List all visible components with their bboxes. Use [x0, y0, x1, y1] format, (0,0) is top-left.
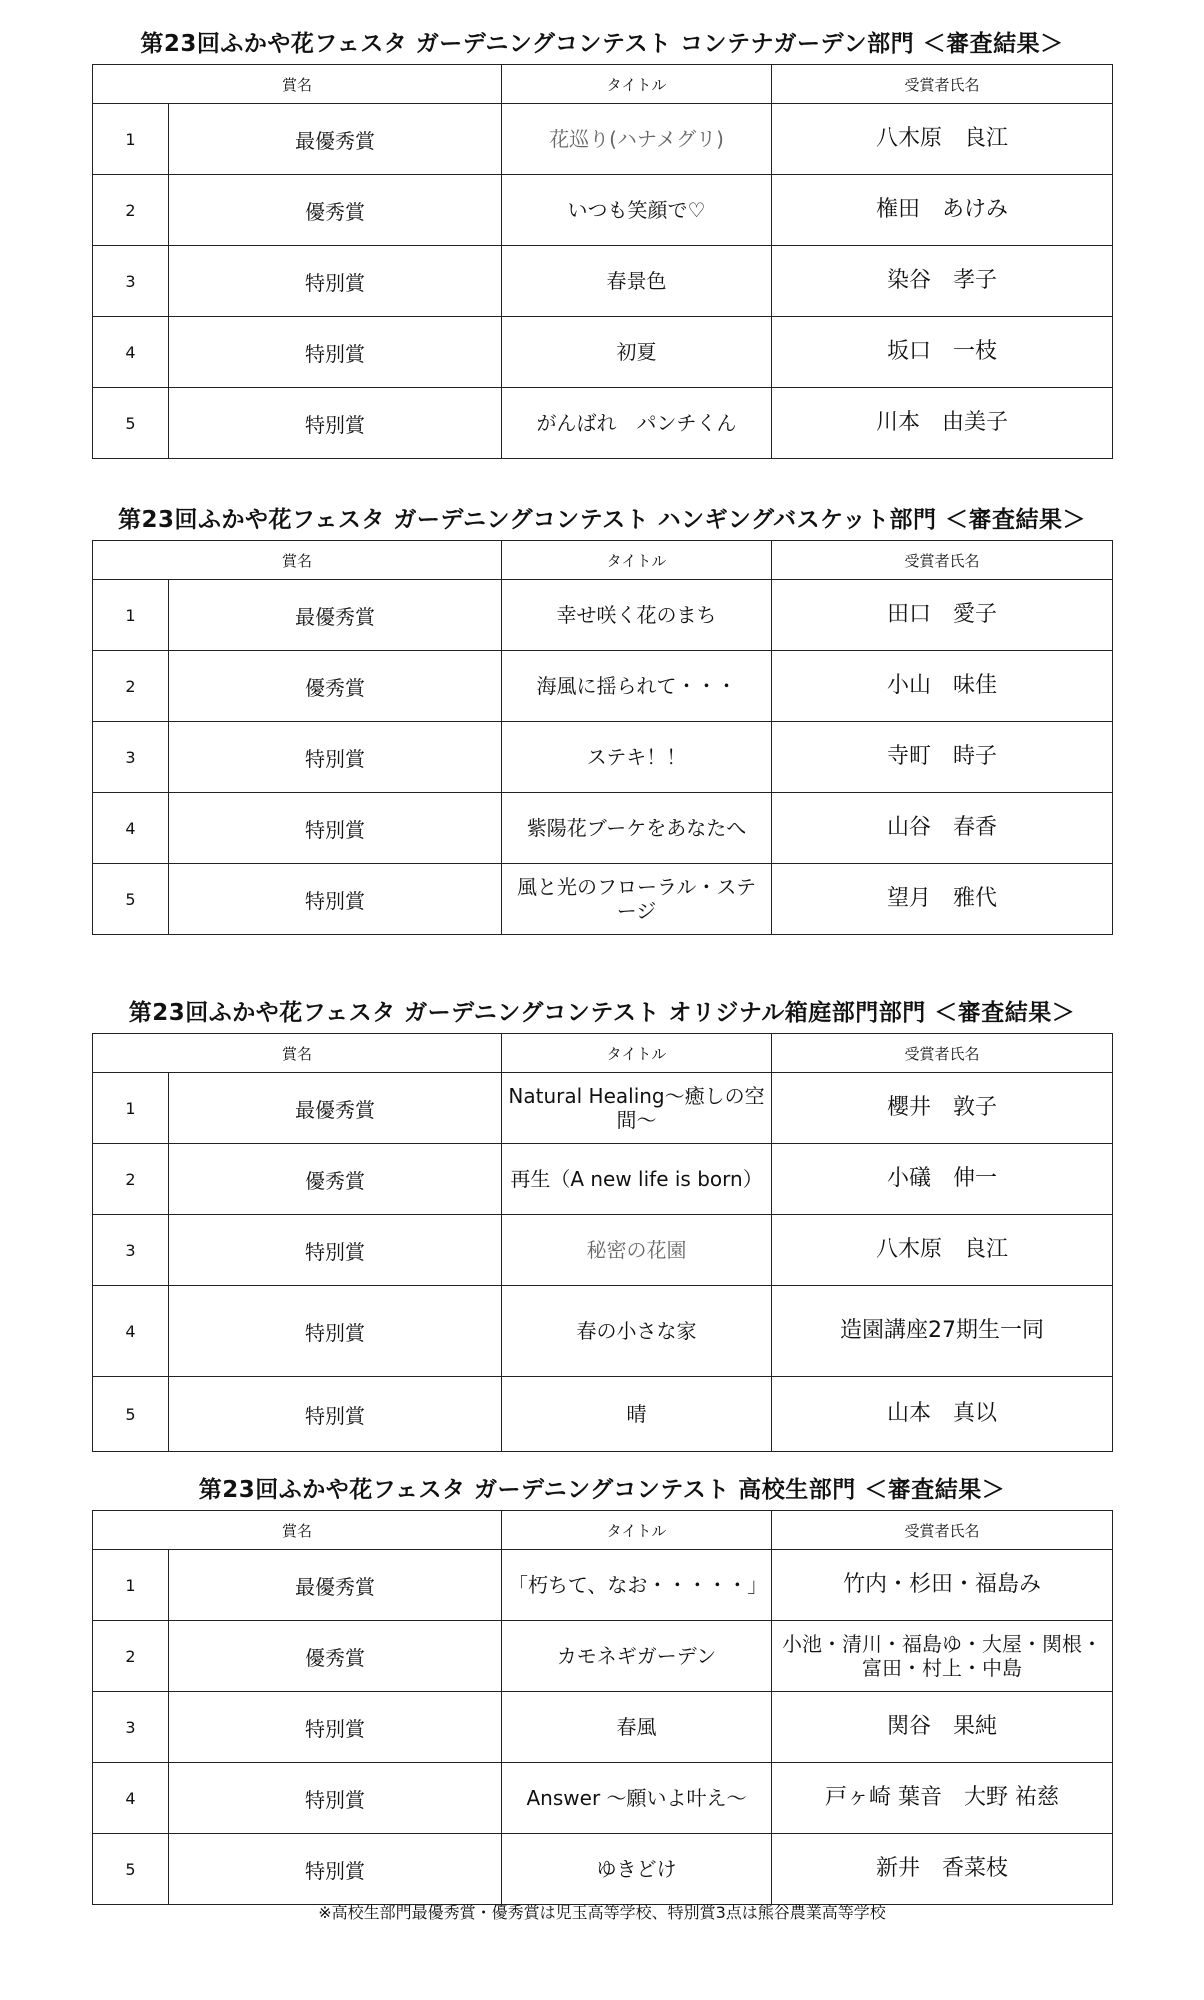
- results-table: [92, 540, 1113, 935]
- rank-cell: 5: [93, 388, 169, 459]
- section-container-garden: [92, 24, 1112, 459]
- title-cell: がんばれ パンチくん: [502, 388, 772, 459]
- rank-cell: 4: [93, 1286, 169, 1377]
- title-cell: 春風: [502, 1692, 772, 1763]
- title-cell: 海風に揺られて・・・: [502, 651, 772, 722]
- winner-cell: 小池・清川・福島ゆ・大屋・関根・富田・村上・中島: [772, 1621, 1113, 1692]
- award-cell: 優秀賞: [169, 1144, 502, 1215]
- table-row: [93, 1763, 1113, 1834]
- winner-cell: 坂口 一枝: [772, 317, 1113, 388]
- header-award: 賞名: [93, 65, 502, 104]
- title-cell: 紫陽花ブーケをあなたへ: [502, 793, 772, 864]
- award-cell: 特別賞: [169, 793, 502, 864]
- award-cell: 特別賞: [169, 864, 502, 935]
- winner-cell: 小礒 伸一: [772, 1144, 1113, 1215]
- award-cell: 特別賞: [169, 388, 502, 459]
- winner-cell: 山本 真以: [772, 1377, 1113, 1452]
- award-cell: 特別賞: [169, 722, 502, 793]
- rank-cell: 4: [93, 793, 169, 864]
- table-row: [93, 1073, 1113, 1144]
- table-row: [93, 1550, 1113, 1621]
- award-cell: 特別賞: [169, 1286, 502, 1377]
- table-row: [93, 317, 1113, 388]
- title-cell: 幸せ咲く花のまち: [502, 580, 772, 651]
- table-header-row: [93, 1034, 1113, 1073]
- header-award: 賞名: [93, 1511, 502, 1550]
- results-table: [92, 1033, 1113, 1452]
- section-hanging-basket: [92, 500, 1112, 935]
- rank-cell: 3: [93, 1692, 169, 1763]
- title-cell: Natural Healing～癒しの空間～: [502, 1073, 772, 1144]
- winner-cell: 田口 愛子: [772, 580, 1113, 651]
- header-award: 賞名: [93, 541, 502, 580]
- header-title: タイトル: [502, 1511, 772, 1550]
- table-row: [93, 1144, 1113, 1215]
- rank-cell: 2: [93, 651, 169, 722]
- rank-cell: 1: [93, 1550, 169, 1621]
- section-heading: 第23回ふかや花フェスタ ガーデニングコンテスト コンテナガーデン部門 ＜審査結果＞: [140, 31, 1064, 57]
- rank-cell: 1: [93, 580, 169, 651]
- rank-cell: 5: [93, 1377, 169, 1452]
- rank-cell: 3: [93, 722, 169, 793]
- header-title: タイトル: [502, 541, 772, 580]
- results-table: [92, 1510, 1113, 1905]
- rank-cell: 2: [93, 175, 169, 246]
- award-cell: 最優秀賞: [169, 1550, 502, 1621]
- award-cell: 最優秀賞: [169, 104, 502, 175]
- header-winner: 受賞者氏名: [772, 65, 1113, 104]
- award-cell: 優秀賞: [169, 1621, 502, 1692]
- rank-cell: 1: [93, 1073, 169, 1144]
- table-row: [93, 1621, 1113, 1692]
- title-cell: いつも笑顔で♡: [502, 175, 772, 246]
- table-row: [93, 651, 1113, 722]
- rank-cell: 4: [93, 1763, 169, 1834]
- table-header-row: [93, 1511, 1113, 1550]
- award-cell: 特別賞: [169, 246, 502, 317]
- table-row: [93, 1834, 1113, 1905]
- award-cell: 特別賞: [169, 1763, 502, 1834]
- title-cell: Answer ～願いよ叶え～: [502, 1763, 772, 1834]
- footnote: ※高校生部門最優秀賞・優秀賞は児玉高等学校、特別賞3点は熊谷農業高等学校: [318, 1903, 886, 1922]
- winner-cell: 戸ヶ崎 葉音 大野 祐慈: [772, 1763, 1113, 1834]
- winner-cell: 権田 あけみ: [772, 175, 1113, 246]
- table-row: [93, 580, 1113, 651]
- table-row: [93, 864, 1113, 935]
- results-table: [92, 64, 1113, 459]
- award-cell: 優秀賞: [169, 651, 502, 722]
- section-heading: 第23回ふかや花フェスタ ガーデニングコンテスト ハンギングバスケット部門 ＜審査結果＞: [118, 507, 1086, 533]
- award-cell: 特別賞: [169, 317, 502, 388]
- header-winner: 受賞者氏名: [772, 1034, 1113, 1073]
- rank-cell: 2: [93, 1621, 169, 1692]
- winner-cell: 川本 由美子: [772, 388, 1113, 459]
- table-row: [93, 1377, 1113, 1452]
- section-heading: 第23回ふかや花フェスタ ガーデニングコンテスト オリジナル箱庭部門部門 ＜審査結果＞: [128, 1000, 1076, 1026]
- winner-cell: 小山 味佳: [772, 651, 1113, 722]
- winner-cell: 寺町 時子: [772, 722, 1113, 793]
- table-row: [93, 793, 1113, 864]
- title-cell: 花巡り(ハナメグリ): [502, 104, 772, 175]
- winner-cell: 八木原 良江: [772, 1215, 1113, 1286]
- title-cell: 再生（A new life is born）: [502, 1144, 772, 1215]
- table-header-row: [93, 541, 1113, 580]
- award-cell: 優秀賞: [169, 175, 502, 246]
- winner-cell: 八木原 良江: [772, 104, 1113, 175]
- title-cell: カモネギガーデン: [502, 1621, 772, 1692]
- rank-cell: 3: [93, 1215, 169, 1286]
- rank-cell: 5: [93, 1834, 169, 1905]
- section-original-miniature-garden: [92, 993, 1112, 1452]
- header-winner: 受賞者氏名: [772, 541, 1113, 580]
- winner-cell: 山谷 春香: [772, 793, 1113, 864]
- rank-cell: 3: [93, 246, 169, 317]
- title-cell: 秘密の花園: [502, 1215, 772, 1286]
- title-cell: 初夏: [502, 317, 772, 388]
- table-row: [93, 246, 1113, 317]
- header-title: タイトル: [502, 1034, 772, 1073]
- winner-cell: 櫻井 敦子: [772, 1073, 1113, 1144]
- award-cell: 特別賞: [169, 1692, 502, 1763]
- award-cell: 最優秀賞: [169, 1073, 502, 1144]
- winner-cell: 竹内・杉田・福島み: [772, 1550, 1113, 1621]
- header-award: 賞名: [93, 1034, 502, 1073]
- winner-cell: 造園講座27期生一同: [772, 1286, 1113, 1377]
- title-cell: 「朽ちて、なお・・・・・」: [502, 1550, 772, 1621]
- title-cell: 春の小さな家: [502, 1286, 772, 1377]
- table-row: [93, 388, 1113, 459]
- table-row: [93, 1215, 1113, 1286]
- title-cell: ゆきどけ: [502, 1834, 772, 1905]
- title-cell: ステキ！！: [502, 722, 772, 793]
- award-cell: 特別賞: [169, 1377, 502, 1452]
- header-winner: 受賞者氏名: [772, 1511, 1113, 1550]
- table-row: [93, 104, 1113, 175]
- winner-cell: 染谷 孝子: [772, 246, 1113, 317]
- title-cell: 春景色: [502, 246, 772, 317]
- section-heading: 第23回ふかや花フェスタ ガーデニングコンテスト 高校生部門 ＜審査結果＞: [198, 1477, 1006, 1503]
- table-row: [93, 722, 1113, 793]
- section-high-school: [92, 1470, 1112, 1905]
- award-cell: 特別賞: [169, 1215, 502, 1286]
- rank-cell: 2: [93, 1144, 169, 1215]
- title-cell: 風と光のフローラル・ステージ: [502, 864, 772, 935]
- winner-cell: 新井 香菜枝: [772, 1834, 1113, 1905]
- header-title: タイトル: [502, 65, 772, 104]
- title-cell: 晴: [502, 1377, 772, 1452]
- rank-cell: 4: [93, 317, 169, 388]
- winner-cell: 望月 雅代: [772, 864, 1113, 935]
- table-row: [93, 175, 1113, 246]
- rank-cell: 1: [93, 104, 169, 175]
- table-row: [93, 1692, 1113, 1763]
- winner-cell: 関谷 果純: [772, 1692, 1113, 1763]
- award-cell: 最優秀賞: [169, 580, 502, 651]
- award-cell: 特別賞: [169, 1834, 502, 1905]
- table-header-row: [93, 65, 1113, 104]
- table-row: [93, 1286, 1113, 1377]
- rank-cell: 5: [93, 864, 169, 935]
